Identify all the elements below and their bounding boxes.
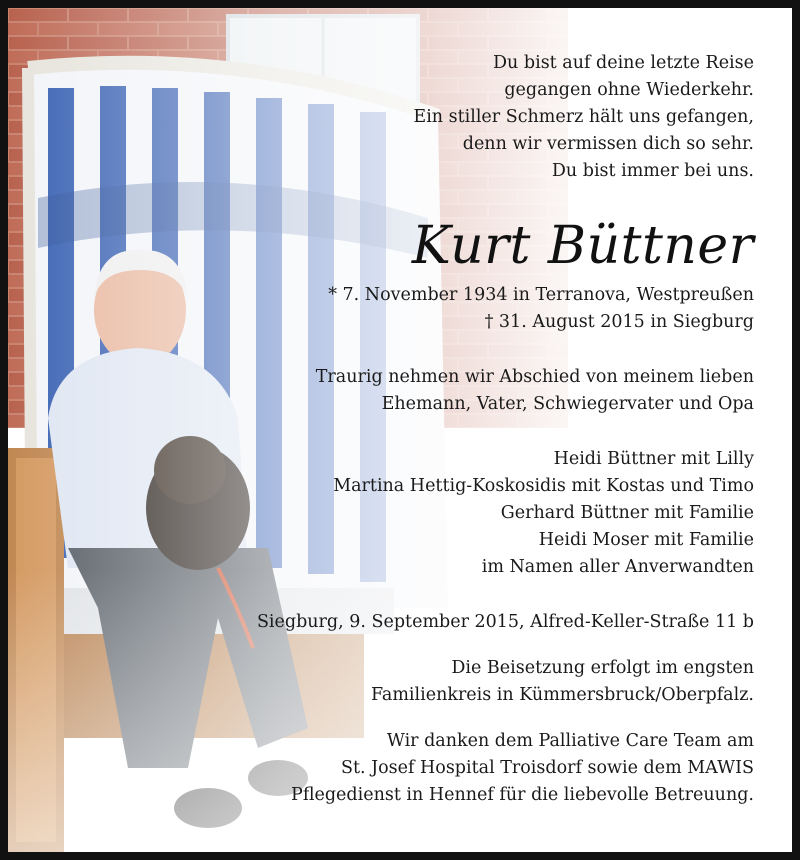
poem-line: Du bist auf deine letzte Reise: [493, 53, 754, 73]
mourner-line: Gerhard Büttner mit Familie: [500, 503, 754, 523]
poem-line: gegangen ohne Wiederkehr.: [504, 80, 754, 100]
poem-line: Du bist immer bei uns.: [551, 161, 754, 181]
birth-date: * 7. November 1934 in Terranova, Westpreußen: [328, 285, 754, 305]
mourning-line: Traurig nehmen wir Abschied von meinem lieben: [315, 367, 754, 387]
deceased-name: Kurt Büttner: [411, 216, 754, 276]
thanks-line: Pflegedienst in Hennef für die liebevolle Betreuung.: [291, 785, 754, 805]
thanks-line: Wir danken dem Palliative Care Team am: [386, 731, 754, 751]
poem-line: denn wir vermissen dich so sehr.: [462, 134, 754, 154]
notice-text: [8, 8, 792, 852]
poem-line: Ein stiller Schmerz hält uns gefangen,: [413, 107, 754, 127]
mourning-line: Ehemann, Vater, Schwiegervater und Opa: [381, 394, 754, 414]
mourner-line: Martina Hettig-Koskosidis mit Kostas und Timo: [333, 476, 754, 496]
mourner-line: Heidi Büttner mit Lilly: [553, 449, 754, 469]
burial-line: Familienkreis in Kümmersbruck/Oberpfalz.: [370, 685, 754, 705]
burial-line: Die Beisetzung erfolgt im engsten: [451, 658, 754, 678]
mourner-line: im Namen aller Anverwandten: [481, 557, 754, 577]
place-date: Siegburg, 9. September 2015, Alfred-Keller-Straße 11 b: [256, 612, 754, 632]
death-date: † 31. August 2015 in Siegburg: [484, 312, 754, 332]
mourner-line: Heidi Moser mit Familie: [538, 530, 754, 550]
thanks-line: St. Josef Hospital Troisdorf sowie dem MAWIS: [340, 758, 754, 778]
